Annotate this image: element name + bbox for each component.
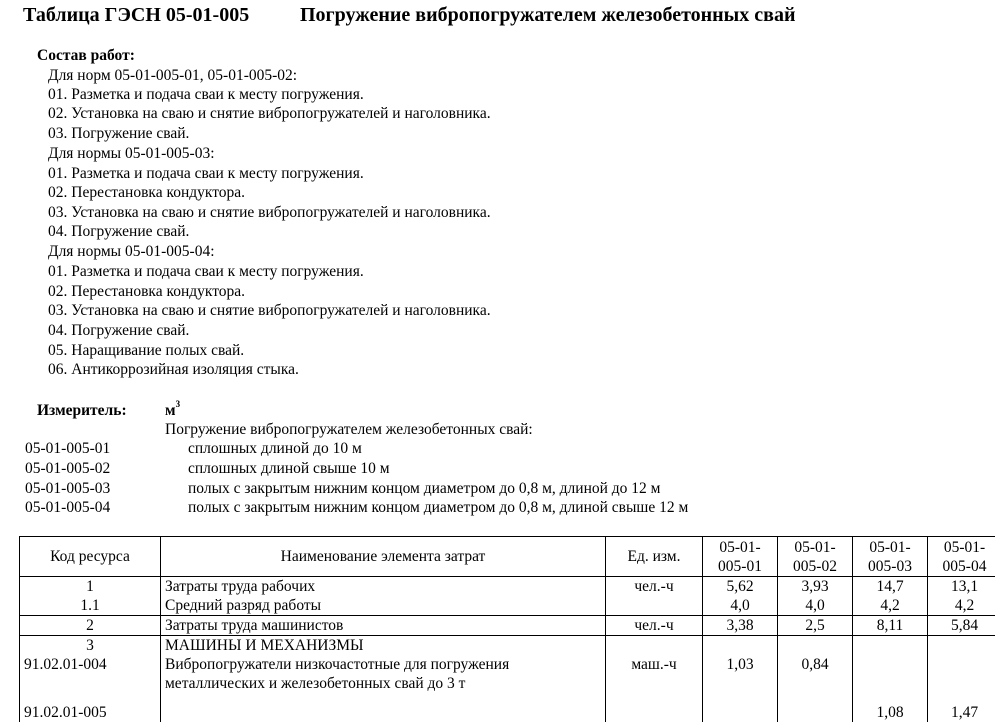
table-row xyxy=(20,636,995,656)
composition-line: 03. Установка на сваю и снятие вибропогружателей и наголовника. xyxy=(48,301,491,320)
table-header-row xyxy=(20,537,995,577)
value-norm-4: 5,84 xyxy=(928,616,995,636)
resource-code: 3 xyxy=(20,636,161,656)
composition-line: 02. Перестановка кондуктора. xyxy=(48,183,245,202)
value-norm-2: 4,0 xyxy=(778,596,853,616)
resource-code: 91.02.01-004 xyxy=(20,655,161,693)
resource-name: Средний разряд работы xyxy=(161,596,606,616)
value-norm-4 xyxy=(928,655,995,693)
value-norm-4: 4,2 xyxy=(928,596,995,616)
header-name: Наименование элемента затрат xyxy=(161,537,606,577)
resource-unit: маш.-ч xyxy=(606,655,703,693)
section-heading: МАШИНЫ И МЕХАНИЗМЫ xyxy=(161,636,606,656)
composition-heading: Состав работ: xyxy=(37,46,135,65)
norm-code: 05-01-005-01 xyxy=(25,439,110,458)
resource-code: 91.02.01-005 xyxy=(20,693,161,722)
composition-line: 04. Погружение свай. xyxy=(48,222,189,241)
table-row xyxy=(20,616,995,636)
header-norm-1: 05-01- 005-01 xyxy=(703,537,778,577)
composition-line: 01. Разметка и подача сваи к месту погружения. xyxy=(48,164,364,183)
table-id: Таблица ГЭСН 05-01-005 xyxy=(23,3,249,27)
header-norm-3: 05-01- 005-03 xyxy=(853,537,928,577)
composition-line: Для нормы 05-01-005-04: xyxy=(48,242,215,261)
resource-name: Затраты труда машинистов xyxy=(161,616,606,636)
value-norm-3: 4,2 xyxy=(853,596,928,616)
resource-code: 2 xyxy=(20,616,161,636)
value-norm-4: 1,47 xyxy=(928,693,995,722)
value-norm-1: 1,03 xyxy=(703,655,778,693)
table-row xyxy=(20,577,995,597)
composition-line: 06. Антикоррозийная изоляция стыка. xyxy=(48,360,299,379)
value-norm-1: 4,0 xyxy=(703,596,778,616)
resource-table xyxy=(19,536,995,722)
norm-text: сплошных длиной до 10 м xyxy=(188,439,362,458)
composition-line: 05. Наращивание полых свай. xyxy=(48,341,244,360)
resource-unit: чел.-ч xyxy=(606,616,703,636)
value-norm-4: 13,1 xyxy=(928,577,995,597)
composition-line: 01. Разметка и подача сваи к месту погружения. xyxy=(48,85,364,104)
value-norm-3: 1,08 xyxy=(853,693,928,722)
norm-code: 05-01-005-02 xyxy=(25,459,110,478)
header-norm-2: 05-01- 005-02 xyxy=(778,537,853,577)
meter-description: Погружение вибропогружателем железобетонных свай: xyxy=(165,420,533,439)
norm-text: полых с закрытым нижним концом диаметром до 0,8 м, длиной до 12 м xyxy=(188,479,660,498)
composition-line: Для нормы 05-01-005-03: xyxy=(48,144,215,163)
value-norm-3 xyxy=(853,655,928,693)
value-norm-1: 5,62 xyxy=(703,577,778,597)
value-norm-3: 14,7 xyxy=(853,577,928,597)
composition-line: 03. Погружение свай. xyxy=(48,124,189,143)
resource-unit xyxy=(606,596,703,616)
composition-line: 02. Установка на сваю и снятие вибропогружателей и наголовника. xyxy=(48,104,491,123)
composition-line: 04. Погружение свай. xyxy=(48,321,189,340)
resource-unit: чел.-ч xyxy=(606,577,703,597)
resource-code: 1 xyxy=(20,577,161,597)
table-row xyxy=(20,693,995,722)
meter-unit: $м^3$ xyxy=(165,401,180,420)
norm-code: 05-01-005-03 xyxy=(25,479,110,498)
composition-line: 01. Разметка и подача сваи к месту погружения. xyxy=(48,262,364,281)
value-norm-2: 0,84 xyxy=(778,655,853,693)
norm-text: сплошных длиной свыше 10 м xyxy=(188,459,390,478)
composition-line: 02. Перестановка кондуктора. xyxy=(48,282,245,301)
page-title: Погружение вибропогружателем железобетонных свай xyxy=(300,3,796,27)
meter-label: Измеритель: xyxy=(37,401,127,420)
composition-line: 03. Установка на сваю и снятие вибропогружателей и наголовника. xyxy=(48,203,491,222)
value-norm-2: 3,93 xyxy=(778,577,853,597)
value-norm-2: 2,5 xyxy=(778,616,853,636)
table-row xyxy=(20,596,995,616)
value-norm-3: 8,11 xyxy=(853,616,928,636)
value-norm-1: 3,38 xyxy=(703,616,778,636)
composition-line: Для норм 05-01-005-01, 05-01-005-02: xyxy=(48,66,297,85)
header-unit: Ед. изм. xyxy=(606,537,703,577)
norm-code: 05-01-005-04 xyxy=(25,498,110,517)
table-row xyxy=(20,655,995,693)
resource-code: 1.1 xyxy=(20,596,161,616)
header-code: Код ресурса xyxy=(20,537,161,577)
norm-text: полых с закрытым нижним концом диаметром до 0,8 м, длиной свыше 12 м xyxy=(188,498,688,517)
resource-name: Затраты труда рабочих xyxy=(161,577,606,597)
resource-name: Вибропогружатели низкочастотные для погружения металлических и железобетонных свай до 3 т xyxy=(161,655,606,693)
header-norm-4: 05-01- 005-04 xyxy=(928,537,995,577)
